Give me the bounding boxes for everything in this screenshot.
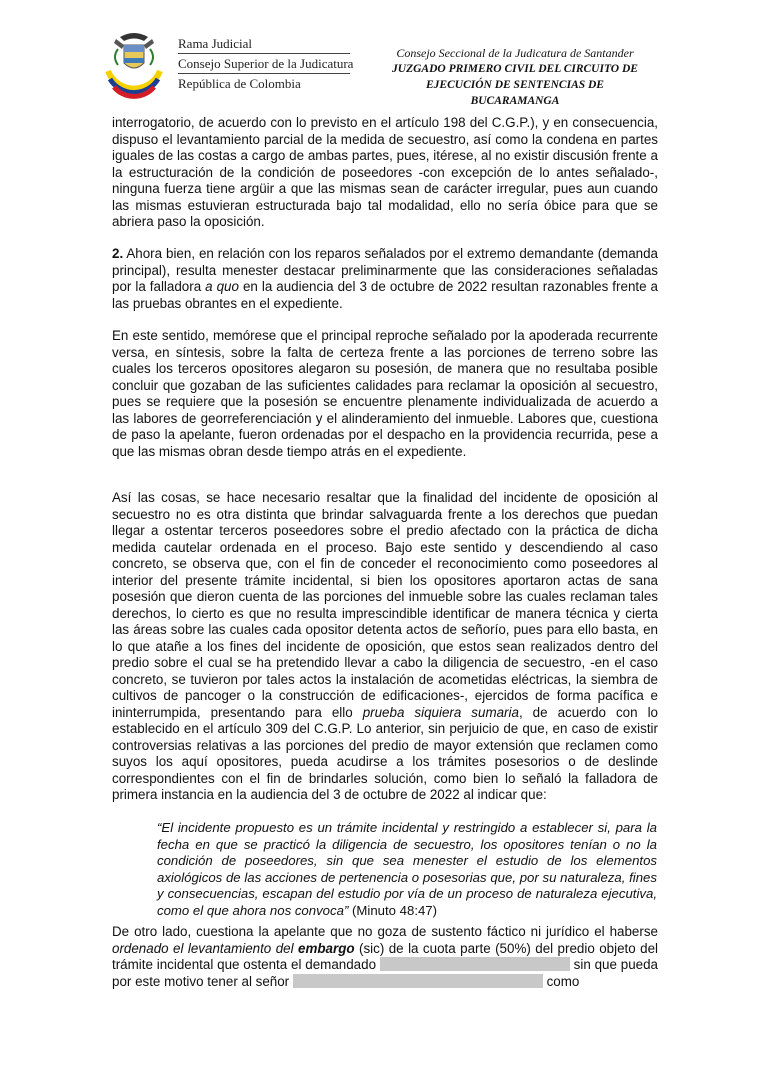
- redacted-name: [380, 957, 570, 971]
- brand-line-3: República de Colombia: [178, 76, 301, 91]
- court-name-line-2: EJECUCIÓN DE SENTENCIAS DE: [426, 79, 604, 91]
- brand-divider: [178, 73, 350, 74]
- paragraph-1: interrogatorio, de acuerdo con lo previsto en el artículo 198 del C.G.P.), y en consecuencia, dispuso el levantamiento parcial de la medida de secuestro, así como la condena en partes iguales de las costas a cargo de ambas partes, pues, itérese, al no existir discusión frente a la estructuración de la condición de poseedores -con excepción de lo antes señalado-, ninguna fuerza tiene argüir a que las mismas sean de carácter irregular, pues aun cuando las mismas estuvieran estructurada bajo tal modalidad, ello no sería óbice para que se abriera paso la oposición.: [112, 115, 658, 229]
- paragraph-4: Así las cosas, se hace necesario resaltar que la finalidad del incidente de oposición al secuestro no es otra distinta que brindar salvaguarda frente a los derechos que puedan llegar a ostentar terceros poseedores sobre el predio afectado con la práctica de dicha medida cautelar ordenada en el proceso. Bajo este sentido y descendiendo al caso concreto, se observa que, con el fin de conceder el reconocimiento como poseedores al interior del presente trámite incidental, si bien los opositores aportaron actas de sana posesión que dieron cuenta de las porciones del inmueble sobre las cuales reclaman tales derechos, lo cierto es que no resulta imprescindible identificar de manera técnica y cierta las áreas sobre las cuales cada opositor detenta actos de señorío, pues para ello basta, en lo que atañe a los fines del incidente de oposición, que estos sean realizados dentro del predio sobre el cual se ha pretendido llevar a cabo la diligencia de secuestro, -en el caso concreto, se tuvieron por tales actos la instalación de acometidas eléctricas, la siembra de cultivos de pancoger o la construcción de edificaciones-, ejercidos de forma pacífica e ininterrumpida, presentando para ello prueba siquiera sumaria, de acuerdo con lo establecido en el artículo 309 del C.G.P. Lo anterior, sin perjuicio de que, en caso de existir controversias relativas a las porciones del predio de mayor extensión que reclamen como suyos los aquí opositores, pueda acudirse a los trámites posesorios o de deslinde correspondientes con el fin de brindarles solución, como bien lo señaló la falladora de primera instancia en la audiencia del 3 de octubre de 2022 al indicar que:: [112, 490, 658, 802]
- court-city: BUCARAMANGA: [470, 95, 560, 107]
- brand-line-2: Consejo Superior de la Judicatura: [178, 56, 354, 71]
- brand-divider: [178, 53, 350, 54]
- redacted-name: [293, 974, 543, 988]
- court-heading: [370, 45, 660, 109]
- letterhead: [0, 0, 768, 110]
- coat-of-arms-logo: [98, 27, 170, 99]
- paragraph-2: 2. Ahora bien, en relación con los reparos señalados por el extremo demandante (demanda principal), resulta menester destacar preliminarmente que las consideraciones señaladas por la falladora a quo en la audiencia del 3 de octubre de 2022 resultan razonables frente a las pruebas obrantes en el expediente.: [112, 246, 659, 311]
- block-quote: “El incidente propuesto es un trámite incidental y restringido a establecer si, para la fecha en que se practicó la diligencia de secuestro, los opositores tenían o no la condición de poseedores, sin que sea menester el estudio de los elementos axiológicos de las acciones de pertenencia o posesorias que, por su naturaleza, fines y consecuencias, escapan del estudio por vía de un proceso de naturaleza ejecutiva, como el que ahora nos convoca” (Minuto 48:47): [157, 820, 657, 918]
- paragraph-5: De otro lado, cuestiona la apelante que no goza de sustento fáctico ni jurídico el haberse ordenado el levantamiento del embargo (sic) de la cuota parte (50%) del predio objeto del trámite incidental que ostenta el demandado sin que pueda por este motivo tener al señor como: [112, 924, 659, 989]
- paragraph-3: En este sentido, memórese que el principal reproche señalado por la apoderada recurrente versa, en síntesis, sobre la falta de certeza frente a las porciones de terreno sobre las cuales los terceros opositores alegaron su posesión, de manera que no resultaba posible concluir que gozaban de las suficientes calidades para reclamar la oposición al secuestro, pues se requiere que la posesión se encuentre plenamente individualizada de acuerdo a las labores de georreferenciación y el alinderamiento del inmueble. Labores que, cuestiona de paso la apelante, fueron ordenadas por el despacho en la providencia recurrida, pese a que las mismas obran desde tiempo atrás en el expediente.: [112, 328, 658, 459]
- brand-line-1: Rama Judicial: [178, 36, 253, 51]
- court-name-line-1: JUZGADO PRIMERO CIVIL DEL CIRCUITO DE: [392, 63, 638, 75]
- section-number: 2.: [112, 246, 124, 261]
- institution-name: [178, 36, 353, 92]
- court-council: Consejo Seccional de la Judicatura de Santander: [396, 46, 634, 60]
